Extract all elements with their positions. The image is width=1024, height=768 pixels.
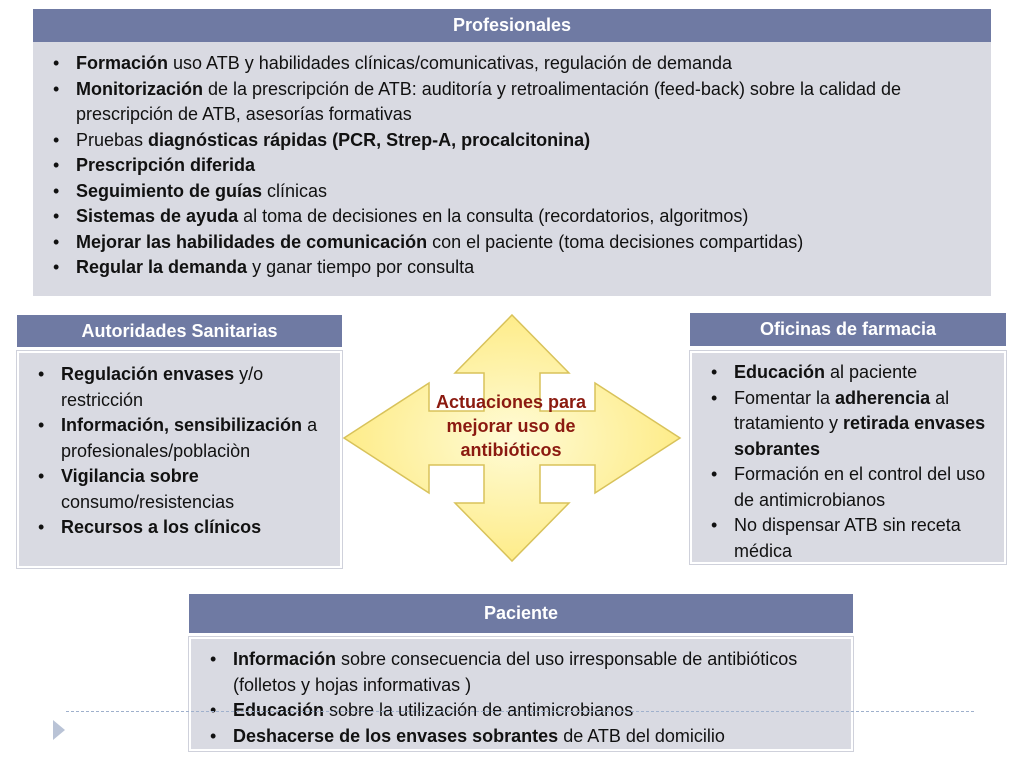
item-text: No dispensar ATB sin receta médica bbox=[734, 515, 961, 561]
autoridades-list bbox=[61, 362, 336, 541]
item-text: y ganar tiempo por consulta bbox=[247, 257, 475, 277]
emphasis-text: Vigilancia sobre bbox=[61, 466, 199, 486]
item-text: clínicas bbox=[262, 180, 328, 201]
profesionales-header: Profesionales bbox=[33, 9, 991, 42]
list-item bbox=[76, 51, 991, 77]
emphasis-text: Información bbox=[233, 649, 337, 669]
item-text: de la prescripción de ATB: auditoría y retroalimentación (feed-back) sobre la calidad de prescripción de ATB, asesorías formativas bbox=[76, 78, 902, 124]
item-text: al tratamiento y bbox=[734, 387, 950, 433]
list-item bbox=[61, 362, 336, 413]
emphasis-text: Sistemas de ayuda bbox=[76, 206, 239, 226]
autoridades-panel bbox=[17, 315, 342, 568]
emphasis-text: Educación bbox=[233, 700, 325, 720]
list-item bbox=[734, 360, 1000, 386]
item-text: con el paciente (toma decisiones compartidas) bbox=[427, 231, 804, 252]
item-text: consumo/resistencias bbox=[61, 491, 235, 512]
item-text: sobre consecuencia del uso irresponsable de antibióticos (folletos y hojas informativas ) bbox=[233, 649, 798, 695]
autoridades-header: Autoridades Sanitarias bbox=[17, 315, 342, 347]
item-text: Pruebas bbox=[76, 129, 149, 150]
autoridades-body bbox=[17, 351, 342, 568]
profesionales-body bbox=[33, 42, 991, 296]
list-item bbox=[734, 386, 1000, 463]
list-item bbox=[76, 204, 991, 230]
farmacia-body bbox=[690, 351, 1006, 564]
emphasis-text: Prescripción diferida bbox=[76, 155, 256, 175]
paciente-body bbox=[189, 637, 853, 751]
item-text: uso ATB y habilidades clínicas/comunicativas, regulación de demanda bbox=[168, 53, 733, 73]
list-item bbox=[734, 462, 1000, 513]
paciente-header: Paciente bbox=[189, 594, 853, 633]
list-item bbox=[76, 128, 991, 154]
paciente-list bbox=[233, 647, 847, 749]
item-text: al toma de decisiones en la consulta (recordatorios, algoritmos) bbox=[238, 206, 749, 226]
emphasis-text: retirada envases sobrantes bbox=[734, 413, 986, 459]
emphasis-text: Regular la demanda bbox=[76, 257, 248, 277]
center-label: Actuaciones para mejorar uso de antibióticos bbox=[435, 392, 587, 460]
item-text: de ATB del domicilio bbox=[558, 725, 725, 746]
slide-corner-triangle-icon bbox=[52, 718, 66, 742]
emphasis-text: adherencia bbox=[835, 387, 931, 408]
item-text: y/o restricción bbox=[61, 364, 264, 410]
list-item bbox=[233, 647, 847, 698]
profesionales-list bbox=[76, 51, 991, 281]
emphasis-text: Mejorar las habilidades de comunicación bbox=[76, 231, 428, 252]
emphasis-text: Monitorización bbox=[76, 78, 203, 99]
item-text: Fomentar la bbox=[734, 387, 836, 408]
emphasis-text: diagnósticas rápidas (PCR, Strep-A, procalcitonina) bbox=[148, 129, 591, 150]
list-item bbox=[76, 153, 991, 179]
emphasis-text: Seguimiento de guías bbox=[76, 180, 263, 201]
list-item bbox=[61, 515, 336, 541]
emphasis-text: Recursos a los clínicos bbox=[61, 517, 262, 537]
list-item bbox=[76, 179, 991, 205]
emphasis-text: Regulación envases bbox=[61, 364, 235, 384]
list-item bbox=[61, 413, 336, 464]
list-item bbox=[233, 724, 847, 750]
item-text: sobre la utilización de antimicrobianos bbox=[324, 700, 634, 720]
farmacia-header: Oficinas de farmacia bbox=[690, 313, 1006, 346]
list-item bbox=[76, 77, 991, 128]
farmacia-panel bbox=[690, 313, 1006, 564]
emphasis-text: Formación bbox=[76, 53, 169, 73]
list-item bbox=[61, 464, 336, 515]
item-text: Formación en el control del uso de antimicrobianos bbox=[734, 464, 986, 510]
list-item bbox=[76, 230, 991, 256]
farmacia-list bbox=[734, 360, 1000, 564]
footer-dashed-line bbox=[66, 711, 974, 712]
list-item bbox=[76, 255, 991, 281]
emphasis-text: Información, sensibilización bbox=[61, 415, 303, 435]
list-item bbox=[734, 513, 1000, 564]
paciente-panel bbox=[189, 594, 853, 751]
emphasis-text: Deshacerse de los envases sobrantes bbox=[233, 725, 559, 746]
emphasis-text: Educación bbox=[734, 362, 826, 382]
item-text: al paciente bbox=[825, 362, 918, 382]
item-text: a profesionales/poblaciòn bbox=[61, 415, 318, 461]
profesionales-panel bbox=[33, 9, 991, 296]
